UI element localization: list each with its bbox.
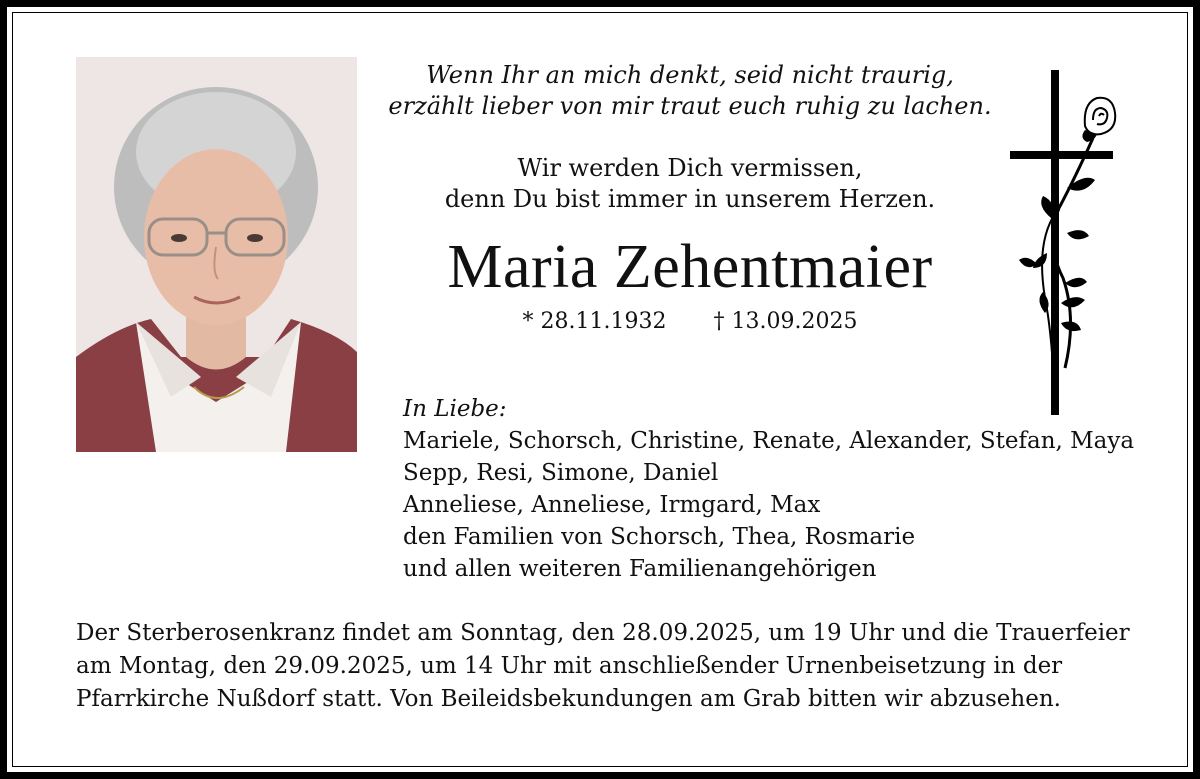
deceased-name: Maria Zehentmaier xyxy=(447,233,933,301)
poem-regular-line: denn Du bist immer in unserem Herzen. xyxy=(444,185,936,213)
funeral-notice xyxy=(76,617,1136,716)
portrait-photo xyxy=(76,57,357,452)
notice-line: Der Sterberosenkranz findet am Sonntag, den 28.09.2025, um 19 Uhr und die Trauerfeier xyxy=(76,620,1130,646)
mourners-line: Mariele, Schorsch, Christine, Renate, Alexander, Stefan, Maya xyxy=(403,428,1135,454)
poem-italic xyxy=(380,60,1000,122)
poem-regular-line: Wir werden Dich vermissen, xyxy=(517,154,863,182)
mourners-line: den Familien von Schorsch, Thea, Rosmarie xyxy=(403,524,916,550)
notice-line: Pfarrkirche Nußdorf statt. Von Beileidsbekundungen am Grab bitten wir abzusehen. xyxy=(76,686,1061,712)
mourners-line: Anneliese, Anneliese, Irmgard, Max xyxy=(403,492,821,518)
mourners-list xyxy=(403,393,1163,585)
mourners-line: und allen weiteren Familienangehörigen xyxy=(403,556,877,582)
notice-line: am Montag, den 29.09.2025, um 14 Uhr mit anschließender Urnenbeisetzung in der xyxy=(76,653,1063,679)
mourners-lead: In Liebe: xyxy=(403,396,507,422)
poem-regular xyxy=(380,153,1000,215)
poem-italic-line: erzählt lieber von mir traut euch ruhig zu lachen. xyxy=(388,92,992,120)
mourners-line: Sepp, Resi, Simone, Daniel xyxy=(403,460,719,486)
birth-date: * 28.11.1932 xyxy=(522,309,667,334)
poem-italic-line: Wenn Ihr an mich denkt, seid nicht traurig, xyxy=(426,61,954,89)
life-dates xyxy=(380,307,1000,337)
death-date: † 13.09.2025 xyxy=(713,309,858,334)
cross-with-rose-icon xyxy=(1005,68,1130,418)
